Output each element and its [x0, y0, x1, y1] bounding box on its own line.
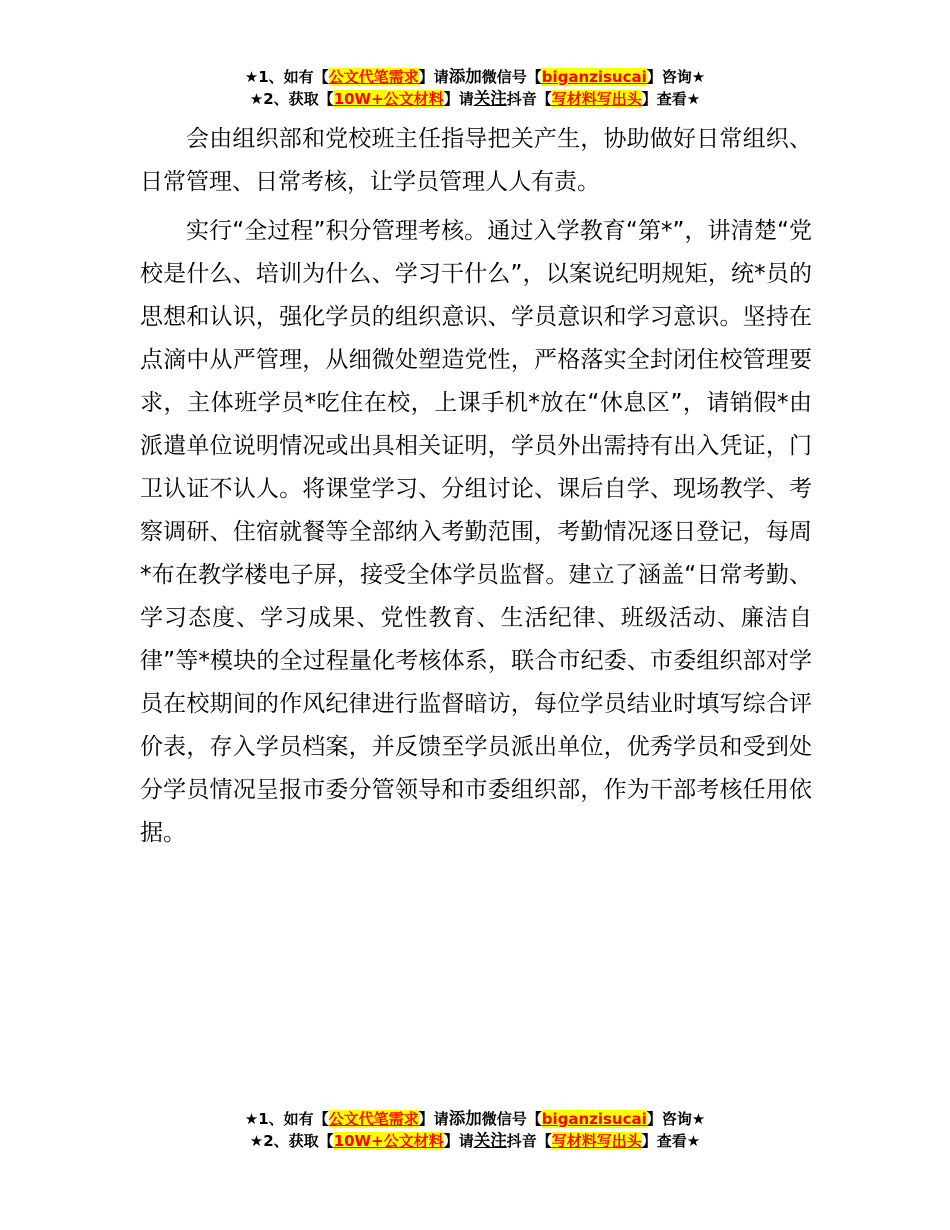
document-body [140, 118, 812, 855]
highlight-materials: 10W+公文材料 [333, 1132, 444, 1150]
promo-prefix: ★2、获取【 [249, 1132, 334, 1150]
promo-suffix: 】咨询★ [646, 1110, 706, 1128]
promo-prefix: ★2、获取【 [249, 90, 334, 108]
highlight-douyin-account: 写材料写出头 [551, 90, 642, 108]
promo-text: 】请 [443, 1132, 474, 1150]
promo-text: 】请 [418, 68, 449, 86]
highlight-service: 公文代笔需求 [328, 68, 419, 86]
promo-banner-bottom [0, 1108, 950, 1152]
highlight-materials: 10W+公文材料 [333, 90, 444, 108]
promo-emphasis: 关注 [473, 89, 507, 108]
paragraph-1: 会由组织部和党校班主任指导把关产生，协助做好日常组织、日常管理、日常考核，让学员管理人人有责。 [140, 126, 812, 195]
promo-suffix: 】查看★ [641, 1132, 701, 1150]
promo-suffix: 】咨询★ [646, 68, 706, 86]
promo-line-2 [0, 1130, 950, 1152]
highlight-wechat-id: biganzisucai [541, 1110, 647, 1128]
promo-emphasis: 添加 [448, 67, 482, 86]
promo-emphasis: 关注 [473, 1131, 507, 1150]
promo-text: 】请 [418, 1110, 449, 1128]
highlight-douyin-account: 写材料写出头 [551, 1132, 642, 1150]
promo-suffix: 】查看★ [641, 90, 701, 108]
highlight-wechat-id: biganzisucai [541, 68, 647, 86]
promo-text: 抖音【 [506, 1132, 552, 1150]
promo-emphasis: 添加 [448, 1109, 482, 1128]
promo-prefix: ★1、如有【 [244, 68, 329, 86]
promo-line-1 [0, 1108, 950, 1130]
promo-banner-top [0, 66, 950, 110]
promo-line-2 [0, 88, 950, 110]
promo-text: 微信号【 [481, 68, 542, 86]
promo-line-1 [0, 66, 950, 88]
highlight-service: 公文代笔需求 [328, 1110, 419, 1128]
promo-text: 】请 [443, 90, 474, 108]
promo-prefix: ★1、如有【 [244, 1110, 329, 1128]
paragraph-2: 实行“全过程”积分管理考核。通过入学教育“第*”，讲清楚“党校是什么、培训为什么、学习干什么”，以案说纪明规矩，统*员的思想和认识，强化学员的组织意识、学员意识和学习意识。坚持在点滴中从严管理，从细微处塑造党性，严格落实全封闭住校管理要求，主体班学员*吃住在校，上课手机*放在“休息区”，请销假*由派遣单位说明情况或出具相关证明，学员外出需持有出入凭证，门卫认证不认人。将课堂学习、分组讨论、课后自学、现场教学、考察调研、住宿就餐等全部纳入考勤范围，考勤情况逐日登记，每周*布在教学楼电子屏，接受全体学员监督。建立了涵盖“日常考勤、学习态度、学习成果、党性教育、生活纪律、班级活动、廉洁自律”等*模块的全过程量化考核体系，联合市纪委、市委组织部对学员在校期间的作风纪律进行监督暗访，每位学员结业时填写综合评价表，存入学员档案，并反馈至学员派出单位，优秀学员和受到处分学员情况呈报市委分管领导和市委组织部，作为干部考核任用依据。 [140, 218, 812, 846]
promo-text: 抖音【 [506, 90, 552, 108]
promo-text: 微信号【 [481, 1110, 542, 1128]
